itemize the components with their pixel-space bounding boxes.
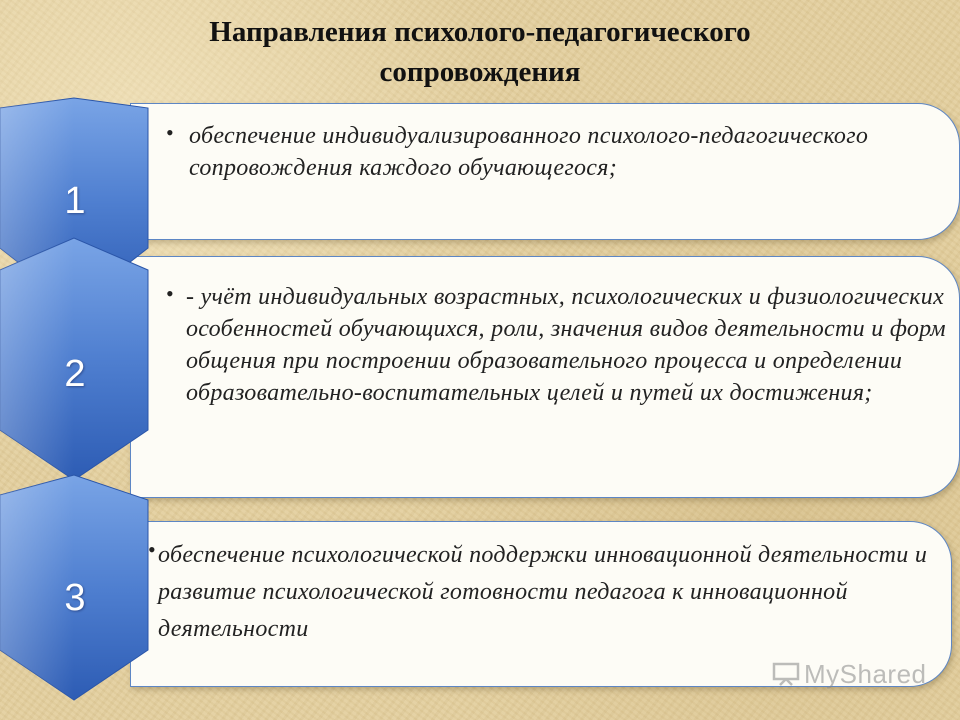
step-number-3: 3	[64, 577, 86, 619]
step-text-3: обеспечение психологической поддержки инновационной деятельности и развитие психологической готовности педагога к инновационной деятельности	[158, 542, 928, 642]
step-number-1: 1	[64, 180, 86, 222]
bullet: •	[166, 120, 174, 145]
step-card-2	[130, 256, 960, 498]
bullet: •	[166, 281, 174, 306]
watermark-text: MyShared	[804, 658, 927, 689]
presentation-board-icon	[772, 662, 800, 686]
step-number-2: 2	[64, 353, 86, 395]
watermark-logo	[772, 657, 927, 691]
step-text-1: обеспечение индивидуализированного психолого-педагогического сопровождения каждого обучающегося;	[189, 123, 869, 181]
step-text-2: - учёт индивидуальных возрастных, психологических и физиологических особенностей обучающихся, роли, значения видов деятельности и форм общения при построении образовательного процесса и определении образовательно-воспитательных целей и путей их достижения;	[186, 284, 946, 406]
bullet: •	[148, 537, 156, 562]
step-card-1	[130, 103, 960, 240]
page-title: Направления психолого-педагогического сопровождения	[209, 16, 751, 88]
